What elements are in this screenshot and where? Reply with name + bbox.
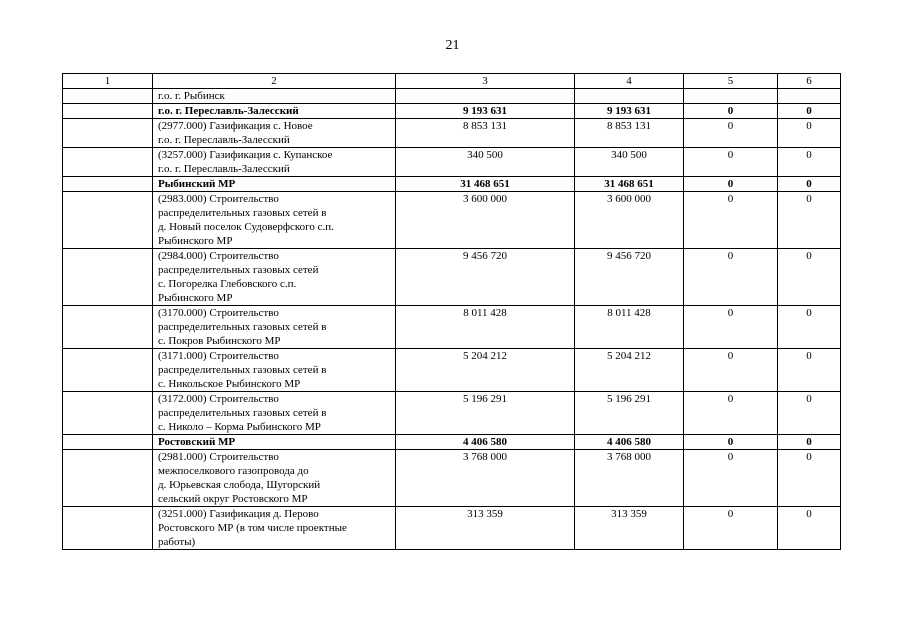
row-value-cell-c5: 0 xyxy=(684,148,778,177)
row-index-cell xyxy=(63,435,153,450)
row-value-cell-c4: 8 853 131 xyxy=(575,119,684,148)
row-value-cell-c5 xyxy=(684,89,778,104)
row-value-cell-c4: 3 600 000 xyxy=(575,192,684,249)
row-value-cell-c5: 0 xyxy=(684,306,778,349)
row-name-cell: (3170.000) Строительство распределительных газовых сетей в с. Покров Рыбинского МР xyxy=(153,306,396,349)
row-value-cell-c5: 0 xyxy=(684,104,778,119)
row-value-cell-c6: 0 xyxy=(778,306,841,349)
row-value-cell-c5: 0 xyxy=(684,119,778,148)
table-row xyxy=(63,306,841,349)
row-value-cell-c4: 8 011 428 xyxy=(575,306,684,349)
budget-table xyxy=(62,73,841,550)
row-value-cell-c6: 0 xyxy=(778,119,841,148)
row-value-cell-c4: 3 768 000 xyxy=(575,450,684,507)
row-value-cell-c6: 0 xyxy=(778,192,841,249)
row-name-cell: (2984.000) Строительство распределительных газовых сетей с. Погорелка Глебовского с.п. Рыбинского МР xyxy=(153,249,396,306)
row-index-cell xyxy=(63,192,153,249)
row-value-cell-c3: 340 500 xyxy=(396,148,575,177)
row-value-cell-c5: 0 xyxy=(684,349,778,392)
column-header: 2 xyxy=(153,74,396,89)
row-value-cell-c6: 0 xyxy=(778,148,841,177)
row-value-cell-c6: 0 xyxy=(778,392,841,435)
row-index-cell xyxy=(63,392,153,435)
table-header-row xyxy=(63,74,841,89)
row-value-cell-c4: 340 500 xyxy=(575,148,684,177)
row-value-cell-c3 xyxy=(396,89,575,104)
row-index-cell xyxy=(63,89,153,104)
row-value-cell-c6: 0 xyxy=(778,177,841,192)
row-value-cell-c4: 9 456 720 xyxy=(575,249,684,306)
table-row xyxy=(63,450,841,507)
row-name-cell: (2983.000) Строительство распределительных газовых сетей в д. Новый поселок Судоверфского с.п. Рыбинского МР xyxy=(153,192,396,249)
table-row xyxy=(63,392,841,435)
row-value-cell-c5: 0 xyxy=(684,450,778,507)
table-row xyxy=(63,177,841,192)
column-header: 3 xyxy=(396,74,575,89)
row-value-cell-c4: 9 193 631 xyxy=(575,104,684,119)
row-value-cell-c5: 0 xyxy=(684,177,778,192)
table-row xyxy=(63,249,841,306)
row-value-cell-c3: 3 768 000 xyxy=(396,450,575,507)
row-index-cell xyxy=(63,349,153,392)
row-value-cell-c6: 0 xyxy=(778,249,841,306)
column-header: 5 xyxy=(684,74,778,89)
row-name-cell: г.о. г. Переславль-Залесский xyxy=(153,104,396,119)
row-value-cell-c3: 8 011 428 xyxy=(396,306,575,349)
row-name-cell: (3172.000) Строительство распределительных газовых сетей в с. Николо – Корма Рыбинского МР xyxy=(153,392,396,435)
column-header: 6 xyxy=(778,74,841,89)
row-value-cell-c4: 4 406 580 xyxy=(575,435,684,450)
table-row xyxy=(63,89,841,104)
row-value-cell-c4: 5 196 291 xyxy=(575,392,684,435)
row-index-cell xyxy=(63,450,153,507)
row-value-cell-c3: 313 359 xyxy=(396,507,575,550)
column-header: 4 xyxy=(575,74,684,89)
row-value-cell-c3: 3 600 000 xyxy=(396,192,575,249)
table-row xyxy=(63,119,841,148)
row-value-cell-c6: 0 xyxy=(778,349,841,392)
row-value-cell-c5: 0 xyxy=(684,249,778,306)
row-name-cell: (2977.000) Газификация с. Новое г.о. г. Переславль-Залесский xyxy=(153,119,396,148)
row-value-cell-c4: 5 204 212 xyxy=(575,349,684,392)
row-name-cell: (2981.000) Строительство межпоселкового газопровода до д. Юрьевская слобода, Шугорский сельский округ Ростовского МР xyxy=(153,450,396,507)
column-header: 1 xyxy=(63,74,153,89)
table-row xyxy=(63,104,841,119)
row-value-cell-c3: 8 853 131 xyxy=(396,119,575,148)
row-name-cell: Рыбинский МР xyxy=(153,177,396,192)
row-name-cell: Ростовский МР xyxy=(153,435,396,450)
row-value-cell-c6: 0 xyxy=(778,450,841,507)
row-value-cell-c3: 5 196 291 xyxy=(396,392,575,435)
row-value-cell-c5: 0 xyxy=(684,507,778,550)
table-row xyxy=(63,349,841,392)
row-value-cell-c6: 0 xyxy=(778,104,841,119)
row-value-cell-c4: 31 468 651 xyxy=(575,177,684,192)
table-row xyxy=(63,435,841,450)
row-name-cell: (3251.000) Газификация д. Перово Ростовского МР (в том числе проектные работы) xyxy=(153,507,396,550)
row-value-cell-c5: 0 xyxy=(684,435,778,450)
row-value-cell-c3: 9 456 720 xyxy=(396,249,575,306)
row-value-cell-c6 xyxy=(778,89,841,104)
row-index-cell xyxy=(63,104,153,119)
table-body xyxy=(63,74,841,550)
table-row xyxy=(63,192,841,249)
row-value-cell-c6: 0 xyxy=(778,507,841,550)
row-name-cell: (3257.000) Газификация с. Купанское г.о. г. Переславль-Залесский xyxy=(153,148,396,177)
row-value-cell-c3: 4 406 580 xyxy=(396,435,575,450)
row-index-cell xyxy=(63,306,153,349)
row-index-cell xyxy=(63,249,153,306)
row-index-cell xyxy=(63,148,153,177)
row-index-cell xyxy=(63,119,153,148)
table-row xyxy=(63,148,841,177)
row-name-cell: (3171.000) Строительство распределительных газовых сетей в с. Никольское Рыбинского МР xyxy=(153,349,396,392)
row-value-cell-c4 xyxy=(575,89,684,104)
row-value-cell-c5: 0 xyxy=(684,392,778,435)
row-index-cell xyxy=(63,507,153,550)
row-index-cell xyxy=(63,177,153,192)
row-value-cell-c6: 0 xyxy=(778,435,841,450)
row-value-cell-c4: 313 359 xyxy=(575,507,684,550)
row-value-cell-c3: 5 204 212 xyxy=(396,349,575,392)
page-number: 21 xyxy=(445,38,460,53)
row-name-cell: г.о. г. Рыбинск xyxy=(153,89,396,104)
row-value-cell-c3: 9 193 631 xyxy=(396,104,575,119)
row-value-cell-c5: 0 xyxy=(684,192,778,249)
table-row xyxy=(63,507,841,550)
row-value-cell-c3: 31 468 651 xyxy=(396,177,575,192)
